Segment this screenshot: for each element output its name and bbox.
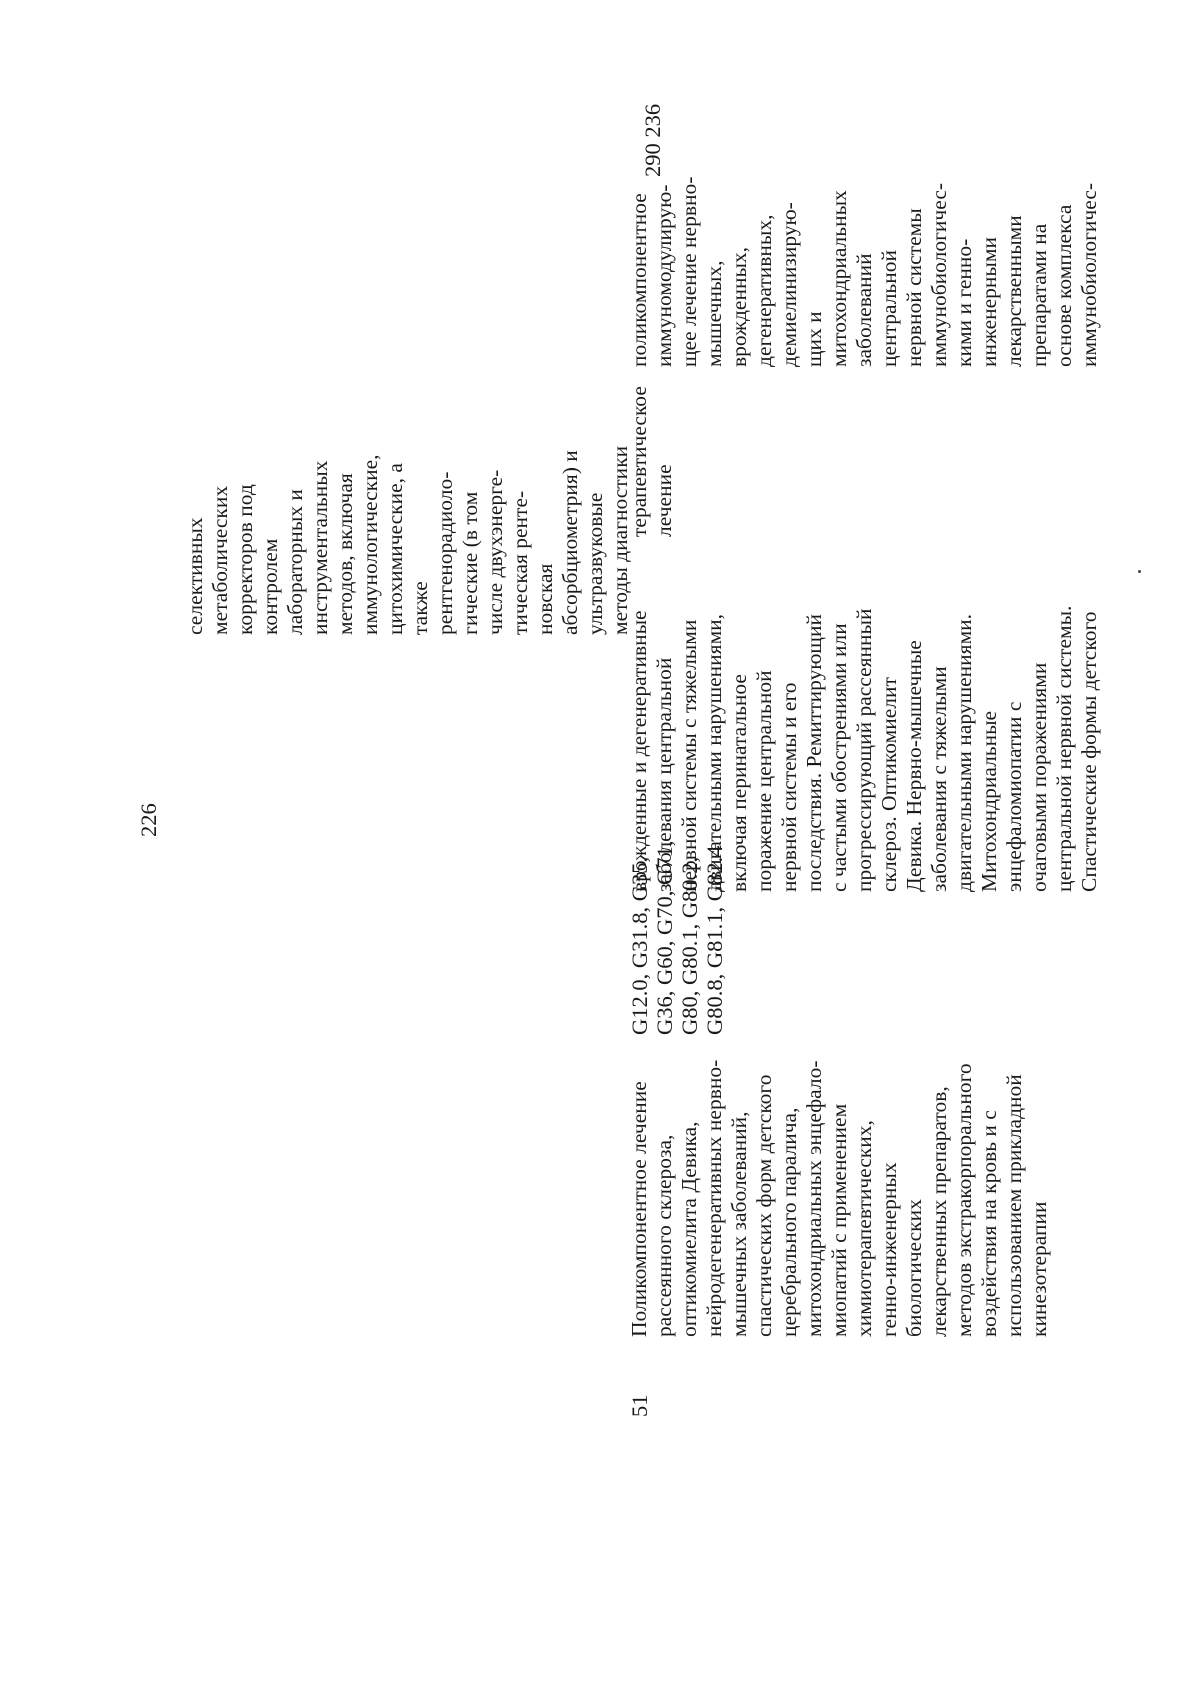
text-line: Девика. Нервно-мышечные <box>902 640 926 892</box>
text-line: терапевтическое <box>627 386 651 537</box>
text-line: нейродегенеративных нервно- <box>702 1059 726 1337</box>
text-line: метаболических <box>208 485 232 635</box>
text-line: инструментальных <box>308 460 332 635</box>
text-line: рассеянного склероза, <box>652 1134 676 1337</box>
text-line: щих и <box>802 311 826 367</box>
text-line: кинезотерапии <box>1027 1201 1051 1337</box>
text-line: биологических <box>902 1199 926 1337</box>
text-line: генно-инженерных <box>877 1162 901 1337</box>
text-line: рентгенорадиоло- <box>433 471 457 635</box>
text-line: нервной системы и его <box>777 682 801 892</box>
row-number: 51 <box>627 1394 652 1417</box>
text-line: заболевания центральной <box>652 657 676 892</box>
text-line: последствия. Ремиттирующий <box>802 614 826 892</box>
text-line: очаговыми поражениями <box>1027 662 1051 892</box>
text-line: лекарственными <box>1002 215 1026 367</box>
text-line: использованием прикладной <box>1002 1074 1026 1337</box>
text-line: оптикомиелита Девика, <box>677 1121 701 1337</box>
treatment-name-column <box>627 1060 1052 1337</box>
text-line: Спастические формы детского <box>1077 611 1101 892</box>
patient-model-column <box>627 606 1102 892</box>
text-line: демиелинизирую- <box>777 202 801 367</box>
text-line: основе комплекса <box>1052 204 1076 367</box>
text-line: Митохондриальные <box>977 710 1001 892</box>
text-line: ультразвуковые <box>583 492 607 635</box>
text-line: двигательными нарушениями, <box>702 613 726 892</box>
treatment-type-column <box>627 386 677 537</box>
text-line: иммунобиологичес- <box>1077 182 1101 367</box>
text-line: селективных <box>183 517 207 635</box>
text-line: G12.0, G31.8, G35, <box>627 856 652 1035</box>
text-line: заболевания с тяжелыми <box>927 666 951 892</box>
text-line: тическая ренте- <box>508 490 532 635</box>
treatment-method-column <box>627 177 1102 367</box>
text-line: прогрессирующий рассеянный <box>852 608 876 892</box>
text-line: также <box>408 581 432 635</box>
text-line: врожденные и дегенеративные <box>627 610 651 892</box>
text-line: центральной нервной системы. <box>1052 605 1076 892</box>
text-line: препаратами на <box>1027 223 1051 367</box>
text-line: гические (в том <box>458 491 482 635</box>
text-line: иммуномодулирую- <box>652 184 676 367</box>
speck <box>1138 570 1141 573</box>
text-line: включая перинатальное <box>727 674 751 892</box>
text-line: заболеваний <box>852 253 876 367</box>
text-line: G80, G80.1, G80.2, <box>677 856 702 1035</box>
text-line: Поликомпонентное лечение <box>627 1081 651 1337</box>
text-line: иммунологические, <box>358 454 382 635</box>
text-line: энцефаломиопатии с <box>1002 701 1026 892</box>
text-line: лекарственных препаратов, <box>927 1086 951 1337</box>
text-line: числе двухэнерге- <box>483 469 507 635</box>
page-number: 226 <box>136 803 161 837</box>
text-line: корректоров под <box>233 484 257 635</box>
text-line: новская <box>533 563 557 635</box>
text-line: методов экстракорпорального <box>952 1063 976 1337</box>
text-line: митохондриальных энцефало- <box>802 1060 826 1337</box>
text-line: дегенеративных, <box>752 214 776 367</box>
text-line: методов, включая <box>333 473 357 635</box>
text-line: лечение <box>652 464 676 537</box>
text-line: G36, G60, G70, G71, <box>652 840 677 1035</box>
text-line: миопатий с применением <box>827 1103 851 1337</box>
text-line: лабораторных и <box>283 489 307 635</box>
text-line: контролем <box>258 538 282 635</box>
text-line: мышечных заболеваний, <box>727 1111 751 1337</box>
text-line: воздействия на кровь и с <box>977 1110 1001 1337</box>
text-line: методы диагностики <box>608 445 632 635</box>
text-line: склероз. Оптикомиелит <box>877 677 901 892</box>
text-line: врожденных, <box>727 246 751 367</box>
text-line: G80.8, G81.1, G82.4 <box>702 845 727 1035</box>
text-line: двигательными нарушениями. <box>952 613 976 892</box>
text-line: поликомпонентное <box>627 193 651 367</box>
text-line: поражение центральной <box>752 670 776 892</box>
document-number: 290 236 <box>640 103 665 177</box>
text-line: абсорбциометрия) и <box>558 450 582 635</box>
text-line: цитохимические, а <box>383 463 407 635</box>
text-line: инженерными <box>977 237 1001 367</box>
text-line: щее лечение нервно- <box>677 176 701 367</box>
text-line: спастических форм детского <box>752 1074 776 1337</box>
text-line: центральной <box>877 250 901 367</box>
text-line: церебрального паралича, <box>777 1107 801 1337</box>
text-line: кими и генно- <box>952 238 976 367</box>
text-line: химиотерапевтических, <box>852 1120 876 1337</box>
text-line: нервной системы с тяжелыми <box>677 619 701 892</box>
text-line: с частыми обострениями или <box>827 623 851 892</box>
text-line: мышечных, <box>702 260 726 367</box>
method-column-continued <box>183 446 633 635</box>
text-line: митохондриальных <box>827 190 851 367</box>
text-line: иммунобиологичес- <box>927 182 951 367</box>
text-line: нервной системы <box>902 208 926 367</box>
